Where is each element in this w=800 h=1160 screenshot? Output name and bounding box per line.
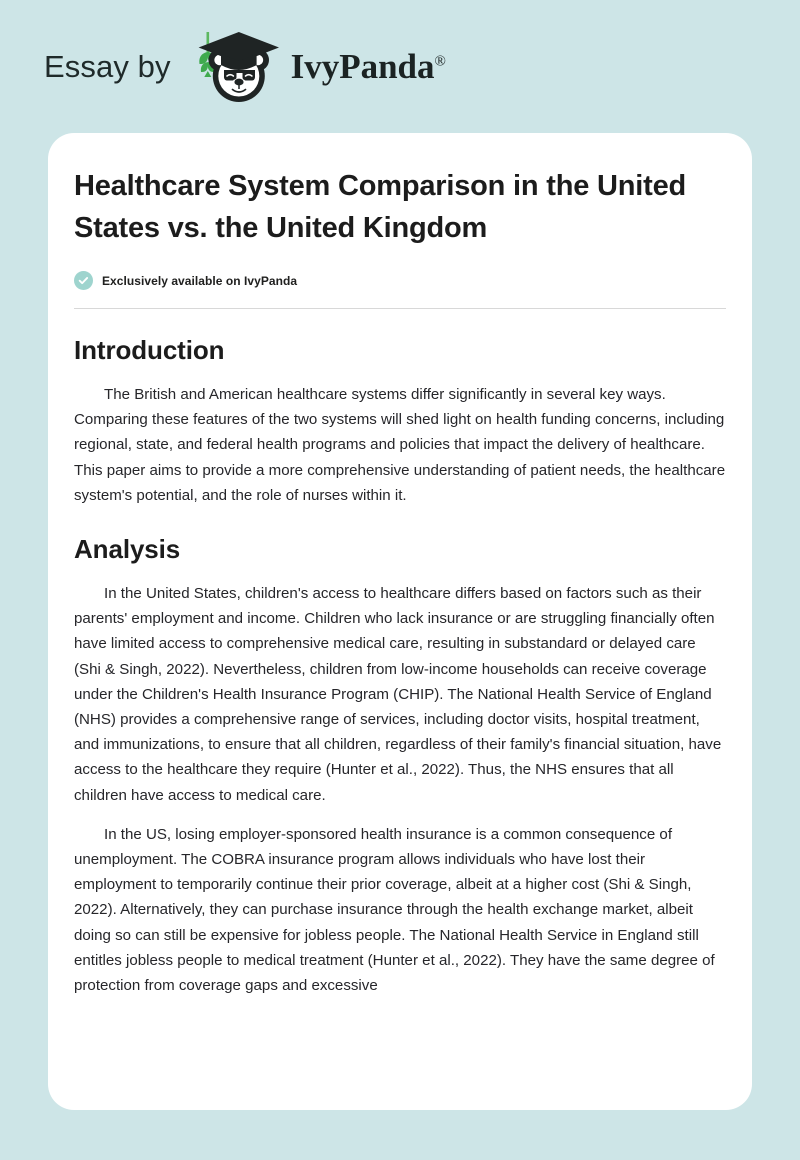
essay-card xyxy=(48,133,752,1110)
panda-graduate-icon xyxy=(185,26,281,108)
status-badge xyxy=(74,271,726,290)
brand-name xyxy=(281,49,446,84)
header-divider xyxy=(74,308,726,309)
page-title: Healthcare System Comparison in the United States vs. the United Kingdom xyxy=(74,170,687,244)
brand-lockup[interactable] xyxy=(44,26,446,108)
paragraph-analysis-2: In the US, losing employer-sponsored health insurance is a common consequence of unemployment. The COBRA insurance program allows individuals who have lost their employment to temporarily continue their prior coverage, albeit at a higher cost (Shi & Singh, 2022). Alternatively, they can purchase insurance through the health exchange market, albeit doing so can still be expensive for jobless people. The National Health Service in England still entitles jobless people to medical treatment (Hunter et al., 2022). They have the same degree of protection from coverage gaps and excessive xyxy=(74,825,715,995)
paragraph-introduction-1: The British and American healthcare systems differ significantly in several key ways. Comparing these features of the two systems will shed light on health funding concerns, including regional, state, and federal health programs and policies that impact the delivery of healthcare. This paper aims to provide a more comprehensive understanding of patient needs, the healthcare system's potential, and the role of nurses within it. xyxy=(74,386,726,504)
section-heading-analysis: Analysis xyxy=(74,534,181,565)
status-badge-label: Exclusively available on IvyPanda xyxy=(102,273,298,288)
site-header xyxy=(0,0,800,133)
section-heading-introduction: Introduction xyxy=(74,335,225,365)
paragraph-analysis-1: In the United States, children's access to healthcare differs based on factors such as their parents' employment and income. Children who lack insurance or are struggling financially often have limited access to comprehensive medical care, resulting in substandard or delayed care (Shi & Singh, 2022). Nevertheless, children from low-income households can receive coverage under the Children's Health Insurance Program (CHIP). The National Health Service of England (NHS) provides a comprehensive range of services, including doctor visits, hospital treatment, and immunizations, to ensure that all children, regardless of their family's financial situation, have access to the healthcare they require (Hunter et al., 2022). Thus, the NHS ensures that all children have access to medical care. xyxy=(74,585,722,804)
brand-name-text: IvyPanda xyxy=(290,47,435,86)
essay-by-label: Essay by xyxy=(44,49,171,84)
trademark-symbol: ® xyxy=(434,53,446,70)
check-circle-icon xyxy=(74,271,93,290)
